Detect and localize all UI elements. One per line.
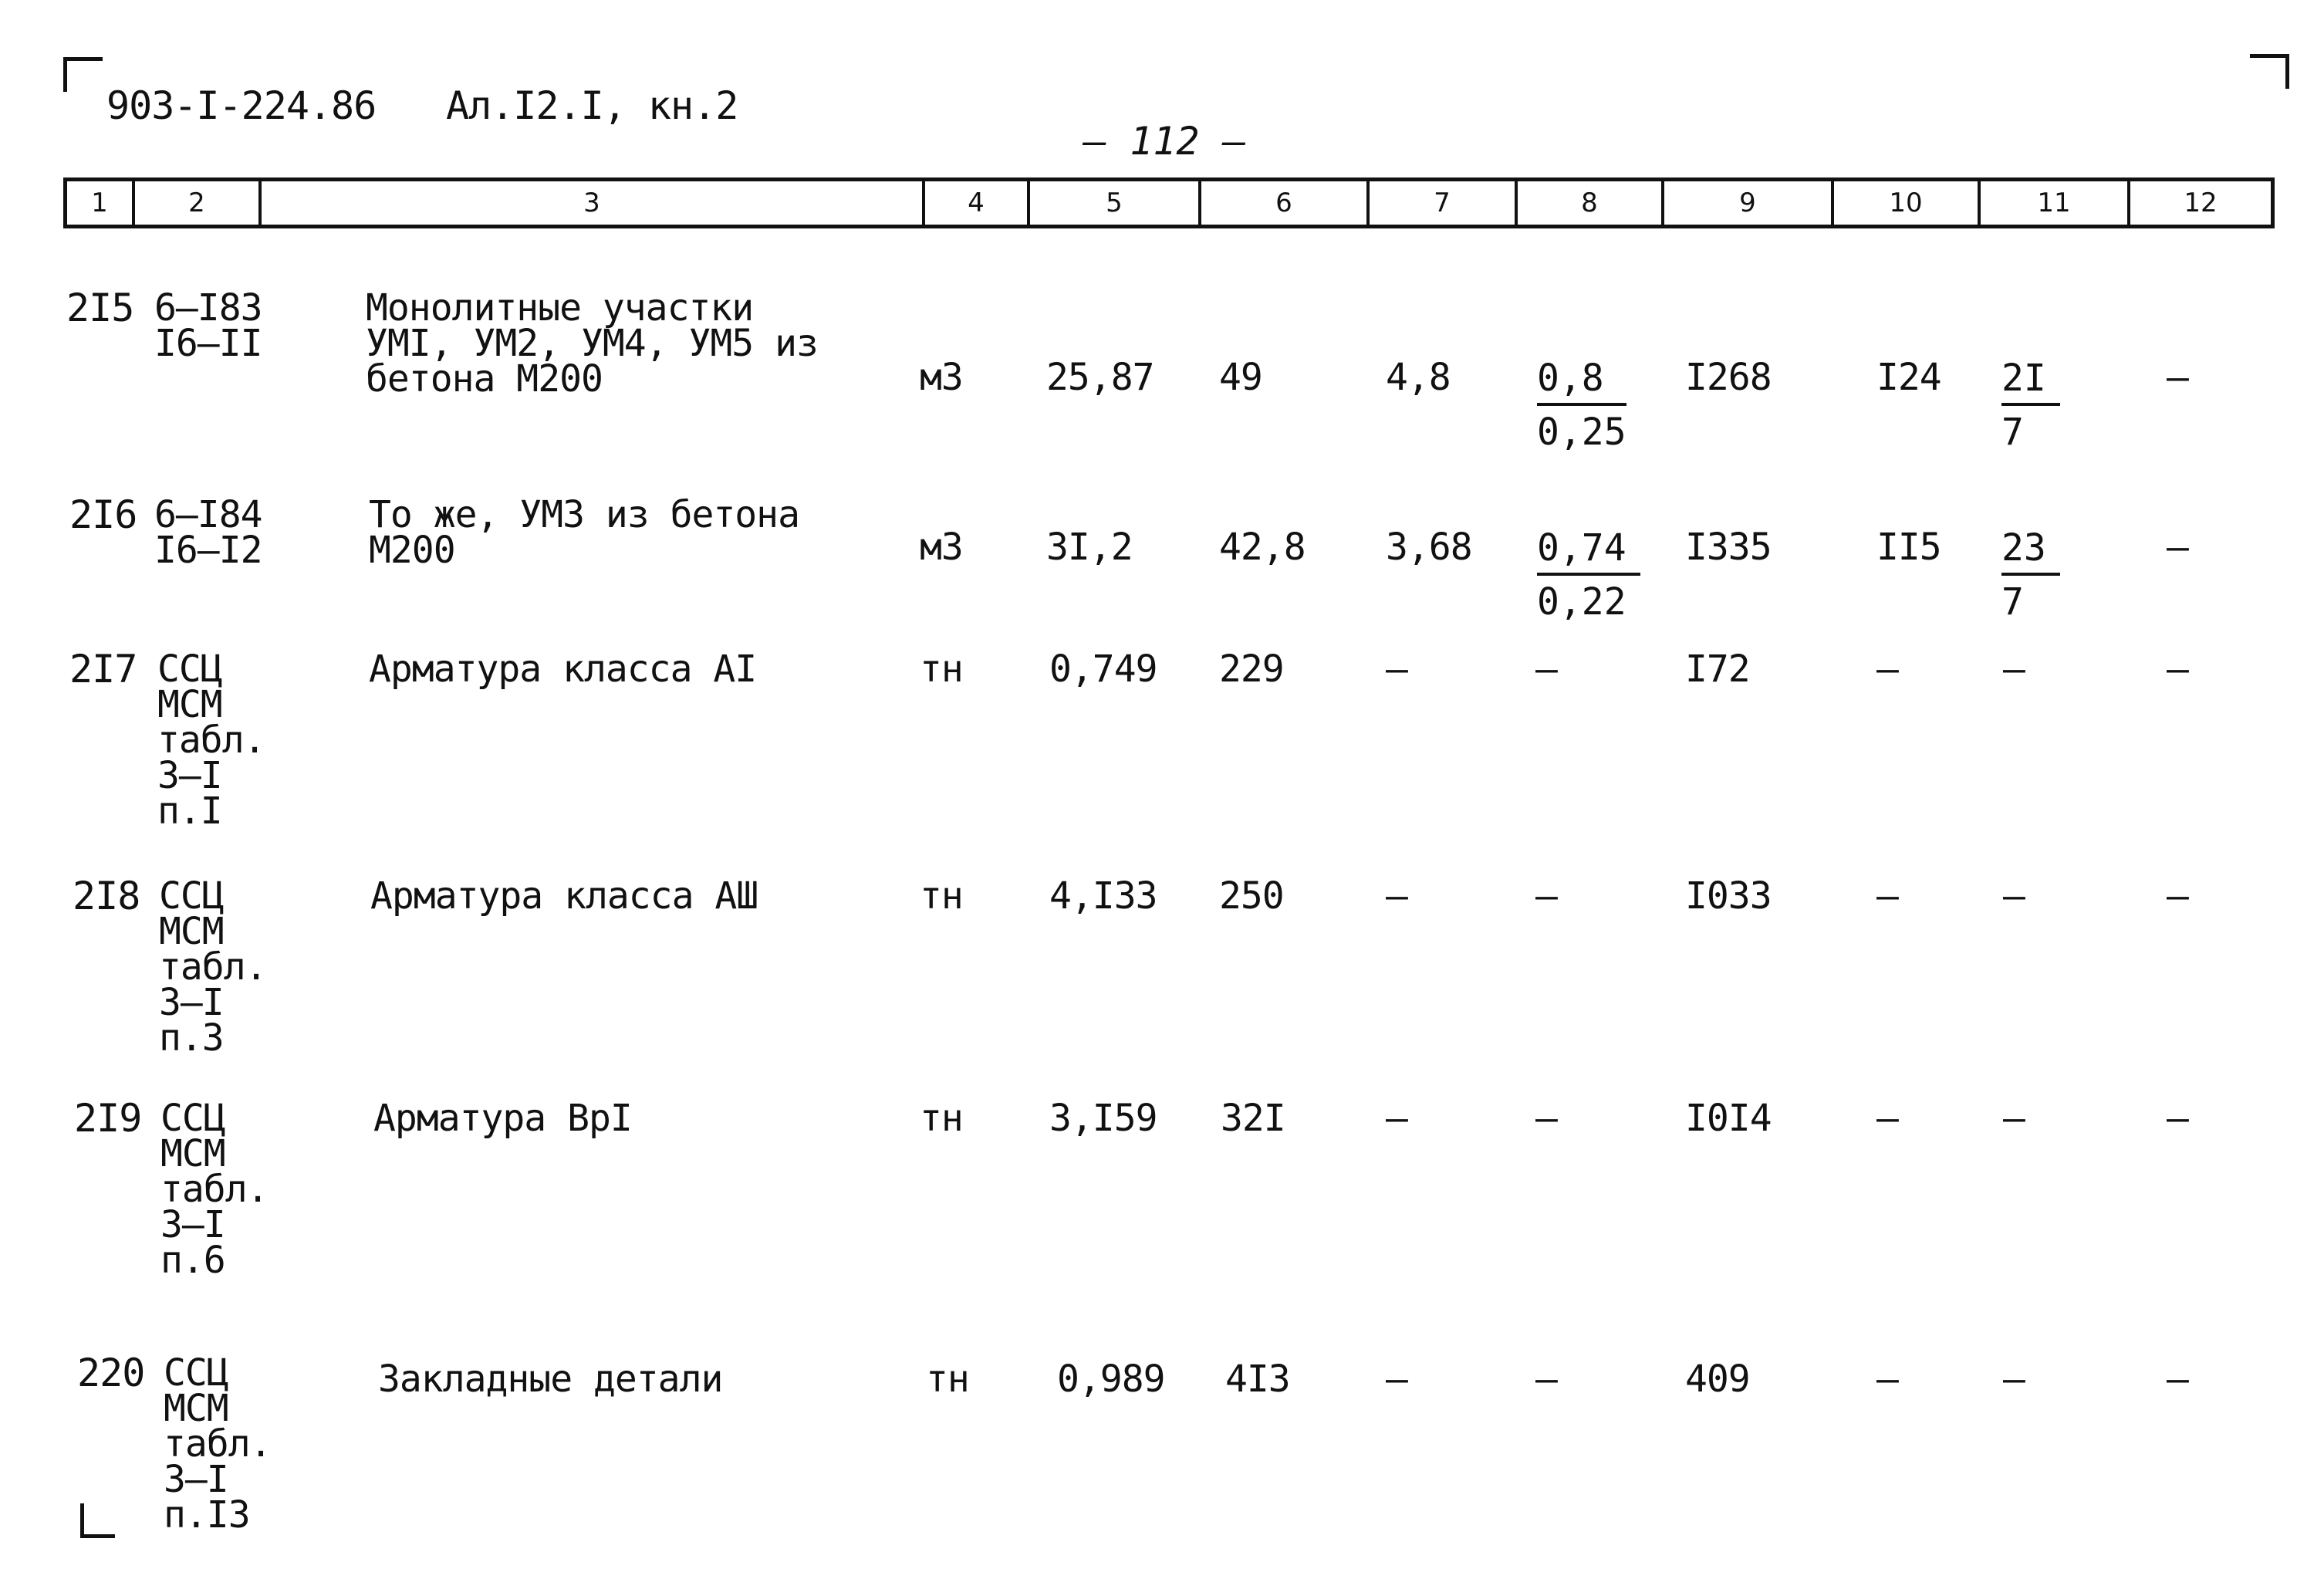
- column-10-value: –: [1876, 1358, 1898, 1401]
- column-header: 1: [67, 181, 135, 225]
- unit: тн: [920, 648, 963, 691]
- column-10-value: I24: [1876, 356, 1941, 399]
- quantity: 25,87: [1046, 356, 1154, 399]
- column-8-value: –: [1535, 874, 1557, 918]
- work-name: Арматура класса АШ: [370, 874, 758, 918]
- column-7-value: –: [1386, 1358, 1407, 1401]
- quantity: 0,749: [1049, 648, 1157, 691]
- fraction-numerator: 0,8: [1537, 360, 1626, 406]
- column-7-value: –: [1386, 648, 1407, 691]
- price-code: ССЦ МСМ табл. 3–I п.3: [159, 874, 267, 1060]
- column-6-value: 49: [1219, 356, 1262, 399]
- column-8-fraction: [1537, 357, 1626, 454]
- row-number: 2I5: [66, 286, 134, 330]
- column-11-fraction: [2001, 526, 2060, 624]
- column-8-value: –: [1535, 1097, 1557, 1140]
- column-11-fraction: [2001, 357, 2060, 454]
- column-header: 6: [1201, 181, 1370, 225]
- column-header: 8: [1518, 181, 1664, 225]
- work-name: Закладные детали: [378, 1358, 723, 1401]
- column-header-row: [63, 178, 2275, 228]
- unit: тн: [920, 874, 963, 918]
- column-11-value: –: [2003, 1097, 2025, 1140]
- column-header: 11: [1981, 181, 2130, 225]
- unit: м3: [920, 356, 963, 399]
- column-10-value: II5: [1876, 526, 1941, 569]
- column-12-value: –: [2167, 526, 2188, 569]
- column-header: 10: [1834, 181, 1981, 225]
- corner-mark-top-right: [2250, 54, 2289, 89]
- column-8-fraction: [1537, 526, 1640, 624]
- column-12-value: –: [2167, 356, 2188, 399]
- column-7-value: 4,8: [1386, 356, 1451, 399]
- fraction-numerator: 23: [2001, 529, 2060, 576]
- work-name: Арматура ВрI: [373, 1097, 632, 1140]
- column-6-value: 42,8: [1219, 526, 1306, 569]
- price-code: ССЦ МСМ табл. 3–I п.6: [160, 1097, 269, 1282]
- unit: тн: [920, 1097, 963, 1140]
- album-reference: Ал.I2.I, кн.2: [446, 83, 738, 128]
- price-code: ССЦ МСМ табл. 3–I п.I: [157, 648, 265, 833]
- column-header: 3: [262, 181, 925, 225]
- column-10-value: –: [1876, 648, 1898, 691]
- column-12-value: –: [2167, 648, 2188, 691]
- column-9-value: 409: [1685, 1358, 1750, 1401]
- column-header: 4: [925, 181, 1030, 225]
- fraction-denominator: 0,25: [1537, 411, 1626, 454]
- column-11-value: –: [2003, 1358, 2025, 1401]
- row-number: 220: [77, 1351, 145, 1395]
- column-12-value: –: [2167, 1097, 2188, 1140]
- price-code: 6–I84 I6–I2: [154, 493, 262, 572]
- fraction-numerator: 0,74: [1537, 529, 1640, 576]
- price-code: 6–I83 I6–II: [154, 286, 262, 365]
- column-6-value: 229: [1219, 648, 1284, 691]
- fraction-denominator: 7: [2001, 411, 2024, 454]
- fraction-numerator: 2I: [2001, 360, 2060, 406]
- column-12-value: –: [2167, 1358, 2188, 1401]
- fraction-denominator: 0,22: [1537, 580, 1626, 624]
- row-number: 2I8: [73, 874, 140, 918]
- row-number: 2I9: [74, 1096, 142, 1141]
- column-header: 7: [1370, 181, 1518, 225]
- work-name: Арматура класса АI: [369, 648, 757, 691]
- column-7-value: –: [1386, 874, 1407, 918]
- work-name: То же, УМ3 из бетона М200: [369, 493, 799, 572]
- page-number: — 112 —: [1083, 119, 1246, 164]
- column-10-value: –: [1876, 874, 1898, 918]
- column-9-value: I033: [1685, 874, 1772, 918]
- column-header: 5: [1030, 181, 1201, 225]
- quantity: 3,I59: [1049, 1097, 1157, 1140]
- corner-mark-top-left: [63, 57, 103, 92]
- column-9-value: I268: [1685, 356, 1772, 399]
- fraction-denominator: 7: [2001, 580, 2024, 624]
- column-7-value: 3,68: [1386, 526, 1472, 569]
- column-6-value: 250: [1219, 874, 1284, 918]
- quantity: 0,989: [1057, 1358, 1165, 1401]
- column-7-value: –: [1386, 1097, 1407, 1140]
- column-6-value: 32I: [1221, 1097, 1285, 1140]
- column-11-value: –: [2003, 648, 2025, 691]
- row-number: 2I7: [69, 647, 137, 691]
- column-12-value: –: [2167, 874, 2188, 918]
- quantity: 4,I33: [1049, 874, 1157, 918]
- work-name: Монолитные участки УМI, УМ2, УМ4, УМ5 из бетона М200: [366, 286, 818, 401]
- price-code: ССЦ МСМ табл. 3–I п.I3: [164, 1351, 272, 1537]
- column-header: 2: [135, 181, 262, 225]
- column-9-value: I0I4: [1685, 1097, 1772, 1140]
- column-header: 9: [1664, 181, 1834, 225]
- column-8-value: –: [1535, 648, 1557, 691]
- column-6-value: 4I3: [1225, 1358, 1290, 1401]
- column-11-value: –: [2003, 874, 2025, 918]
- column-9-value: I335: [1685, 526, 1772, 569]
- column-header: 12: [2184, 188, 2218, 218]
- column-9-value: I72: [1685, 648, 1750, 691]
- column-8-value: –: [1535, 1358, 1557, 1401]
- unit: м3: [920, 526, 963, 569]
- column-10-value: –: [1876, 1097, 1898, 1140]
- quantity: 3I,2: [1046, 526, 1133, 569]
- unit: тн: [926, 1358, 969, 1401]
- document-number: 903-I-224.86: [106, 83, 377, 128]
- row-number: 2I6: [69, 492, 137, 537]
- corner-mark-bottom-left: [80, 1503, 115, 1538]
